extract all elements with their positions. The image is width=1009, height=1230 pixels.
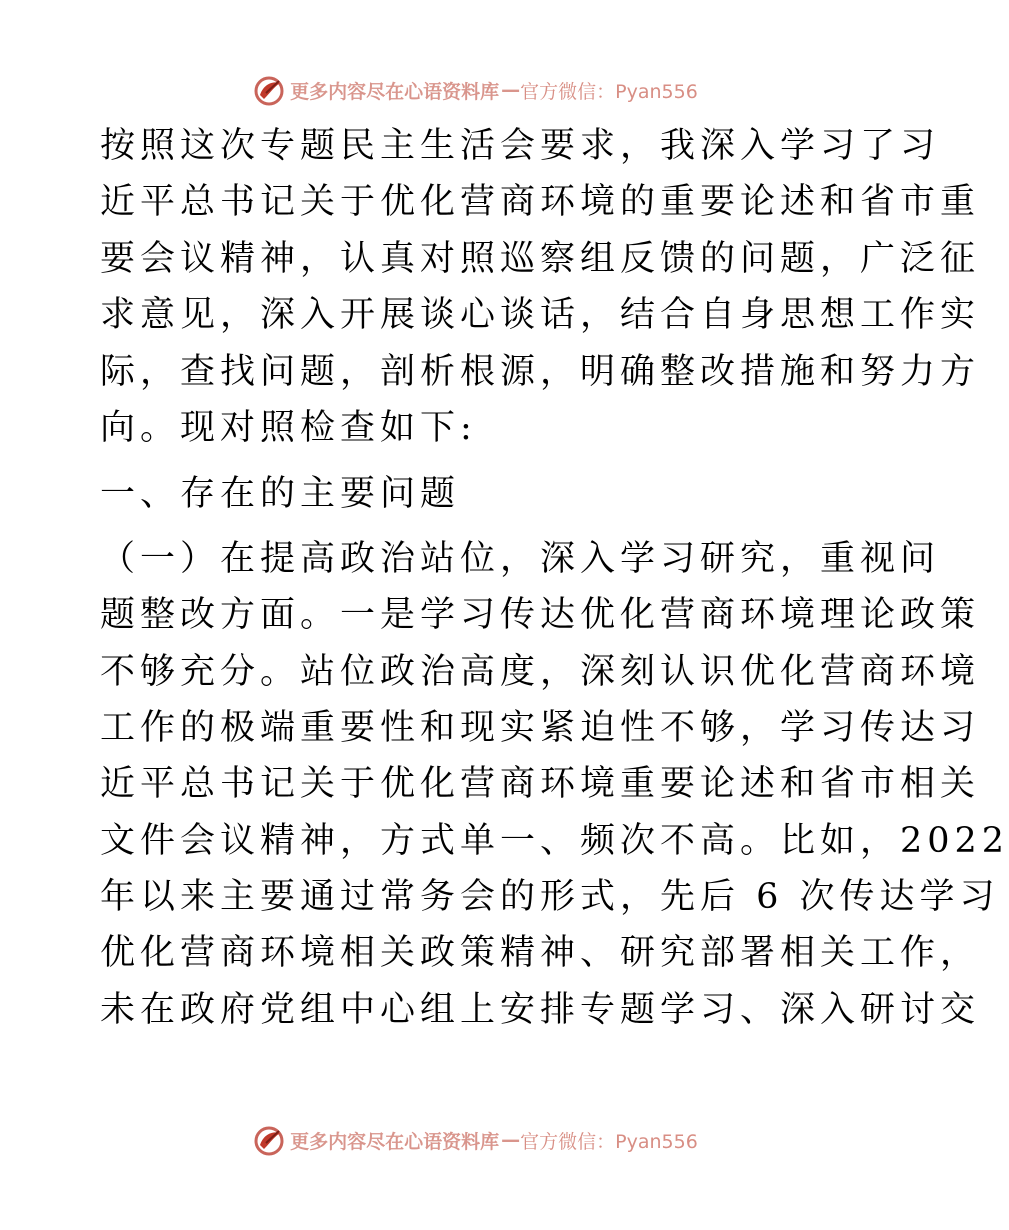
watermark-text: 更多内容尽在心语资料库: [290, 80, 500, 103]
text-line: 近平总书记关于优化营商环境的重要论述和省市重: [100, 182, 981, 223]
text-line: 要会议精神，认真对照巡察组反馈的问题，广泛征: [100, 238, 981, 279]
text-line: 按照这次专题民主生活会要求，我深入学习了习: [100, 126, 941, 166]
header-watermark: [0, 70, 950, 110]
watermark-contact: 官方微信：Pyan556: [520, 80, 698, 103]
watermark-dash: —: [501, 79, 519, 101]
text-line: （一）在提高政治站位，深入学习研究，重视问: [100, 538, 941, 579]
text-line: 向。现对照检查如下:: [100, 407, 477, 448]
text-line: 未在政府党组中心组上安排专题学习、深入研讨交: [100, 989, 981, 1030]
footer-watermark: [0, 1120, 950, 1160]
text-line: 工作的极端重要性和现实紧迫性不够，学习传达习: [100, 707, 981, 748]
watermark-text: 更多内容尽在心语资料库: [290, 1130, 500, 1153]
text-line: 优化营商环境相关政策精神、研究部署相关工作，: [100, 933, 981, 974]
text-line: 际，查找问题，剖析根源，明确整改措施和努力方: [100, 351, 981, 392]
text-line: 近平总书记关于优化营商环境重要论述和省市相关: [100, 764, 981, 805]
text-line: 求意见，深入开展谈心谈话，结合自身思想工作实: [100, 295, 981, 336]
watermark-logo-icon: [252, 1123, 286, 1157]
document-body: [100, 118, 1009, 1038]
watermark-logo-icon: [252, 73, 286, 107]
text-line: 文件会议精神，方式单一、频次不高。比如，2022: [100, 820, 1009, 861]
text-line: 题整改方面。一是学习传达优化营商环境理论政策: [100, 595, 981, 636]
section-heading: 一、存在的主要问题: [100, 474, 461, 515]
watermark-dash: —: [501, 1129, 519, 1151]
watermark-contact: 官方微信：Pyan556: [520, 1130, 698, 1153]
text-line: 年以来主要通过常务会的形式，先后 6 次传达学习: [100, 877, 1000, 918]
text-line: 不够充分。站位政治高度，深刻认识优化营商环境: [100, 651, 981, 692]
